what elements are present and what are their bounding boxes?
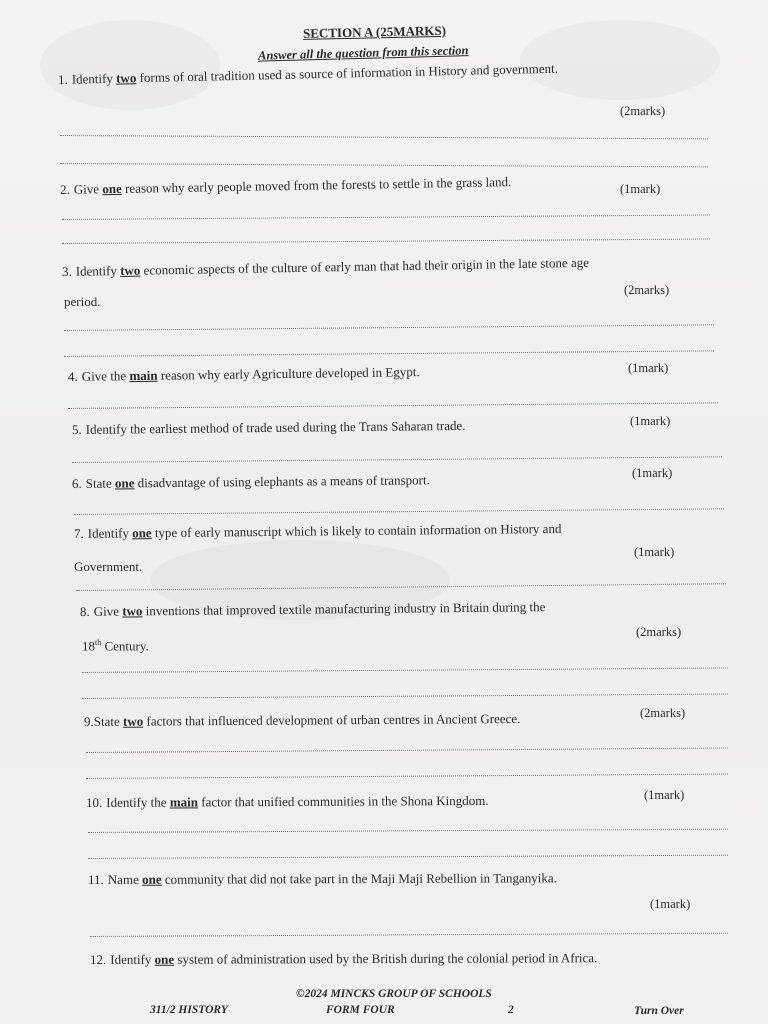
question-text: inventions that improved textile manufacturing industry in Britain during the bbox=[145, 599, 546, 619]
question-keyword: two bbox=[115, 70, 137, 86]
question-number: 7. bbox=[73, 525, 84, 541]
question-text: system of administration used by the British during the colonial period in Africa. bbox=[177, 950, 598, 967]
question-keyword: two bbox=[122, 603, 143, 619]
question-7-continued: Government. bbox=[74, 559, 143, 574]
question-text: Identify bbox=[71, 70, 114, 87]
marks-label: (1mark) bbox=[628, 361, 669, 375]
question-text: Identify bbox=[75, 263, 118, 279]
answer-line[interactable] bbox=[82, 667, 728, 673]
marks-label: (1mark) bbox=[650, 897, 691, 911]
question-3 bbox=[62, 255, 589, 280]
question-text: Identify the bbox=[106, 794, 167, 810]
marks-label: (1mark) bbox=[632, 466, 673, 480]
footer-turn-over: Turn Over bbox=[634, 1005, 684, 1017]
marks-label: (1mark) bbox=[644, 788, 685, 802]
footer-copyright: ©2024 MINCKS GROUP OF SCHOOLS bbox=[296, 988, 492, 1000]
answer-line[interactable] bbox=[62, 238, 710, 244]
question-text: Identify the earliest method of trade used during the Trans Saharan trade. bbox=[85, 417, 466, 437]
question-text: th bbox=[95, 638, 102, 647]
question-8-continued bbox=[82, 638, 149, 654]
question-number: 3. bbox=[61, 263, 72, 279]
answer-line[interactable] bbox=[60, 135, 708, 139]
question-number: 12. bbox=[89, 951, 107, 967]
marks-label: (1mark) bbox=[620, 182, 661, 196]
question-text: State bbox=[85, 475, 112, 491]
question-keyword: one bbox=[142, 871, 162, 887]
question-keyword: two bbox=[122, 713, 144, 729]
answer-line[interactable] bbox=[88, 855, 728, 859]
question-12 bbox=[90, 950, 597, 968]
question-3-continued: period. bbox=[64, 294, 101, 309]
question-number: 9. bbox=[83, 713, 94, 729]
question-number: 2. bbox=[59, 181, 70, 197]
question-text: Identify bbox=[87, 525, 129, 541]
question-keyword: one bbox=[102, 180, 122, 197]
question-number: 4. bbox=[67, 368, 78, 384]
answer-line[interactable] bbox=[62, 214, 710, 220]
question-11 bbox=[88, 870, 557, 888]
question-10 bbox=[86, 793, 489, 811]
question-text: forms of oral tradition used as source of information in History and government. bbox=[139, 60, 559, 86]
answer-line[interactable] bbox=[64, 324, 714, 331]
answer-line[interactable] bbox=[68, 402, 718, 409]
question-text: Give the bbox=[81, 368, 127, 384]
question-6 bbox=[72, 472, 430, 492]
question-number: 1. bbox=[57, 71, 68, 87]
marks-label: (2marks) bbox=[636, 625, 682, 639]
question-text: Give bbox=[73, 181, 100, 197]
answer-line[interactable] bbox=[60, 163, 708, 167]
question-7 bbox=[74, 521, 562, 542]
question-number: 8. bbox=[79, 603, 90, 619]
question-keyword: main bbox=[129, 367, 158, 384]
answer-line[interactable] bbox=[72, 456, 722, 463]
question-text: 18 bbox=[82, 638, 95, 654]
question-keyword: one bbox=[114, 475, 135, 491]
question-text: Identify bbox=[110, 951, 152, 967]
section-title: SECTION A (25MARKS) bbox=[302, 22, 447, 41]
question-number: 5. bbox=[71, 421, 82, 437]
question-number: 6. bbox=[71, 475, 82, 491]
question-text: community that did not take part in the Maji Maji Rebellion in Tanganyika. bbox=[164, 870, 557, 887]
question-8 bbox=[80, 599, 546, 620]
footer-paper-code: 311/2 HISTORY bbox=[150, 1004, 228, 1016]
question-keyword: two bbox=[120, 262, 141, 278]
question-text: disadvantage of using elephants as a means of transport. bbox=[137, 472, 430, 491]
answer-line[interactable] bbox=[64, 350, 714, 357]
marks-label: (1mark) bbox=[630, 414, 671, 428]
question-text: reason why early Agriculture developed in Egypt. bbox=[160, 364, 420, 383]
marks-label: (1mark) bbox=[634, 545, 675, 559]
footer-form: FORM FOUR bbox=[326, 1004, 395, 1016]
question-text: Century. bbox=[101, 638, 149, 654]
footer-page-number: 2 bbox=[508, 1004, 514, 1016]
question-9 bbox=[84, 711, 521, 730]
question-4 bbox=[68, 364, 420, 385]
answer-line[interactable] bbox=[90, 933, 728, 937]
marks-label: (2marks) bbox=[640, 706, 686, 720]
question-text: factors that influenced development of urban centres in Ancient Greece. bbox=[146, 710, 521, 729]
question-5 bbox=[72, 418, 466, 438]
question-text: type of early manuscript which is likely to contain information on History and bbox=[154, 520, 562, 541]
answer-line[interactable] bbox=[74, 508, 724, 515]
question-2 bbox=[60, 174, 512, 198]
question-text: Give bbox=[93, 603, 120, 619]
marks-label: (2marks) bbox=[620, 104, 666, 118]
answer-line[interactable] bbox=[88, 829, 728, 833]
marks-label: (2marks) bbox=[624, 283, 670, 297]
paper-smudge bbox=[40, 20, 220, 110]
question-text: factor that unified communities in the Shona Kingdom. bbox=[201, 792, 489, 810]
question-text: economic aspects of the culture of early man that had their origin in the late stone age bbox=[143, 254, 590, 278]
question-keyword: one bbox=[132, 525, 152, 541]
answer-line[interactable] bbox=[82, 693, 728, 699]
question-keyword: main bbox=[169, 794, 199, 810]
section-instruction: Answer all the question from this section bbox=[257, 43, 469, 63]
question-text: Name bbox=[107, 871, 139, 887]
answer-line[interactable] bbox=[86, 748, 728, 753]
answer-line[interactable] bbox=[86, 774, 728, 779]
question-text: State bbox=[93, 713, 120, 729]
question-number: 11. bbox=[87, 871, 104, 887]
question-keyword: one bbox=[154, 951, 175, 967]
question-text: reason why early people moved from the forests to settle in the grass land. bbox=[124, 174, 512, 196]
question-number: 10. bbox=[85, 794, 103, 810]
